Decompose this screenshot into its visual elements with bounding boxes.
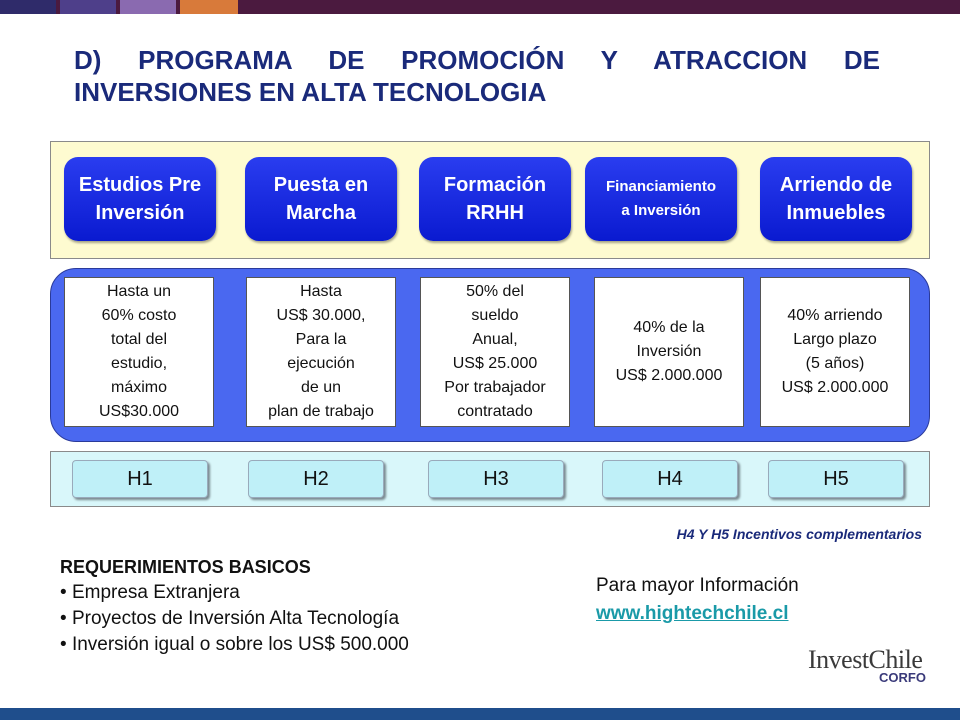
top-bar-segment [0,0,56,14]
benefit-line: contratado [457,403,533,420]
top-bar-segment [60,0,116,14]
benefit-line: US$ 2.000.000 [615,367,723,384]
benefit-box-3 [420,277,570,427]
benefit-line: ejecución [287,355,355,372]
benefit-line: estudio, [110,355,168,372]
logo-name: InvestChile [808,645,923,674]
benefit-line: sueldo [471,307,519,324]
benefit-line: Por trabajador [444,379,546,396]
benefit-line: US$ 25.000 [452,355,538,372]
requirement-item: • Empresa Extranjera [60,582,240,603]
investchile-logo [808,646,928,690]
requirement-text: Empresa Extranjera [71,582,240,603]
tab-h2[interactable]: H2 [248,460,384,498]
website-link[interactable]: www.hightechchile.cl [596,603,789,624]
benefit-line: de un [300,379,342,396]
benefit-line: plan de trabajo [268,403,374,420]
requirement-text: Inversión igual o sobre los US$ 500.000 [71,634,409,655]
program-puesta-en-marcha[interactable] [245,157,397,241]
benefit-line: total del [110,331,168,348]
benefit-line: Largo plazo [793,331,877,348]
requirement-item: • Inversión igual o sobre los US$ 500.000 [60,634,409,655]
program-label-line: Estudios Pre [78,174,202,196]
requirement-item: • Proyectos de Inversión Alta Tecnología [60,608,400,629]
benefit-line: 50% del [466,283,524,300]
tab-h3[interactable]: H3 [428,460,564,498]
requirements-heading: REQUERIMIENTOS BASICOS [60,557,311,577]
title-line-1: D) PROGRAMA DE PROMOCIÓN Y ATRACCION DE [74,45,880,75]
benefit-box-1 [64,277,214,427]
bottom-color-bar [0,708,960,720]
benefit-line: (5 años) [805,355,865,372]
benefit-line: Hasta [300,283,342,300]
benefit-line: 40% arriendo [787,307,883,324]
info-section [596,572,896,628]
program-financiamiento[interactable] [585,157,737,241]
top-bar-segment [120,0,176,14]
benefit-line: Inversión [636,343,702,360]
tab-h5[interactable]: H5 [768,460,904,498]
program-label-line: Financiamiento [605,178,717,195]
program-label-line: RRHH [466,202,524,224]
program-formacion-rrhh[interactable] [419,157,571,241]
benefit-box-4 [594,277,744,427]
tab-h4[interactable]: H4 [602,460,738,498]
program-label-line: Formación [443,174,547,196]
benefit-line: máximo [110,379,167,396]
program-label-line: Marcha [285,202,357,224]
program-label-line: Inversión [95,202,185,224]
program-label-line: Puesta en [273,174,369,196]
benefit-line: 60% costo [101,307,177,324]
requirements-section [60,554,580,658]
benefit-line: US$ 30.000, [276,307,366,324]
benefit-line: US$ 2.000.000 [781,379,889,396]
benefit-line: Anual, [472,331,518,348]
tab-h1[interactable]: H1 [72,460,208,498]
complementary-incentives-note: H4 Y H5 Incentivos complementarios [676,526,922,542]
requirement-text: Proyectos de Inversión Alta Tecnología [71,608,400,629]
benefit-line: 40% de la [633,319,705,336]
program-arriendo-inmuebles[interactable] [760,157,912,241]
program-label-line: Inmuebles [786,202,886,224]
top-color-bar [0,0,960,14]
logo-sub: CORFO [879,670,926,685]
program-label-line: a Inversión [621,202,701,219]
top-bar-segment [180,0,238,14]
title-line-2: INVERSIONES EN ALTA TECNOLOGIA [74,77,547,107]
info-text: Para mayor Información [596,575,799,596]
benefit-box-5 [760,277,910,427]
benefit-line: Hasta un [106,283,172,300]
benefit-line: US$30.000 [98,403,180,420]
slide-title [74,44,880,108]
benefit-box-2 [246,277,396,427]
benefit-line: Para la [295,331,347,348]
program-label-line: Arriendo de [779,174,893,196]
program-estudios-pre-inversion[interactable] [64,157,216,241]
